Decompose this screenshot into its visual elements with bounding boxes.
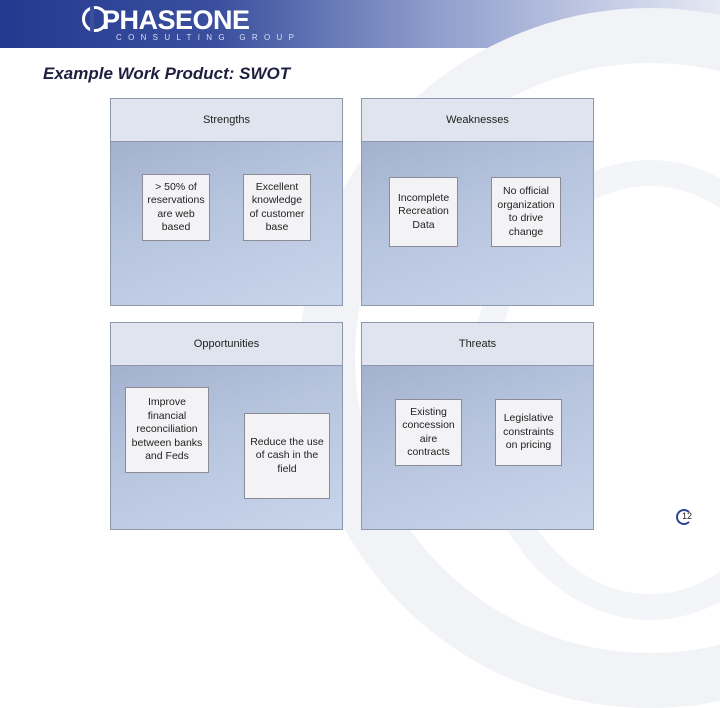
threats-item-1: Existing concession aire contracts <box>395 399 462 466</box>
weaknesses-item-2: No official organization to drive change <box>491 177 561 247</box>
quadrant-weaknesses-label: Weaknesses <box>362 99 593 142</box>
opportunities-item-2: Reduce the use of cash in the field <box>244 413 330 499</box>
quadrant-strengths-label: Strengths <box>111 99 342 142</box>
threats-item-2: Legislative constraints on pricing <box>495 399 562 466</box>
quadrant-threats-label: Threats <box>362 323 593 366</box>
phaseone-logo <box>82 4 301 46</box>
strengths-item-1: > 50% of reservations are web based <box>142 174 210 241</box>
page-number-badge <box>676 508 696 526</box>
strengths-item-2: Excellent knowledge of customer base <box>243 174 311 241</box>
weaknesses-item-1: Incomplete Recreation Data <box>389 177 458 247</box>
page-title: Example Work Product: SWOT <box>43 64 291 83</box>
quadrant-opportunities-label: Opportunities <box>111 323 342 366</box>
opportunities-item-1: Improve financial reconciliation between banks and Feds <box>125 387 209 473</box>
page-number: 12 <box>682 511 693 521</box>
logo-tagline: CONSULTING GROUP <box>116 33 301 42</box>
logo-wordmark: PHASEONE <box>102 5 250 35</box>
